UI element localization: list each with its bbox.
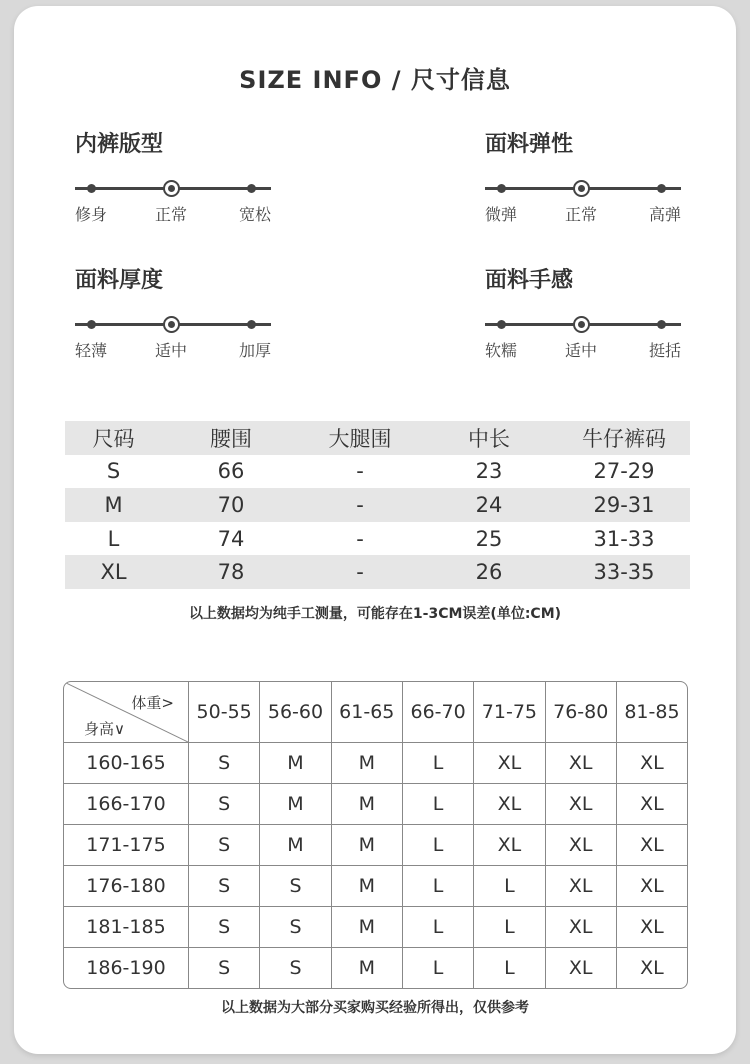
size-table-cell: 74: [217, 526, 245, 551]
recommended-size-cell: XL: [546, 866, 617, 907]
scale-label: 适中: [564, 341, 598, 360]
size-table-header: 腰围: [210, 426, 252, 451]
recommended-size-cell: XL: [546, 948, 617, 988]
recommended-size-cell: XL: [546, 784, 617, 825]
scale-label: 适中: [154, 341, 188, 360]
recommended-size-cell: S: [260, 907, 331, 948]
recommendation-row: [64, 825, 687, 866]
recommended-size-cell: L: [403, 743, 474, 784]
recommended-size-cell: L: [403, 784, 474, 825]
recommended-size-cell: M: [332, 743, 403, 784]
attribute-fabric-elasticity: [485, 130, 685, 224]
attribute-fabric-feel: [485, 266, 685, 360]
size-table-header: 中长: [468, 426, 510, 451]
weight-range-header: 71-75: [474, 682, 545, 743]
recommended-size-cell: M: [260, 784, 331, 825]
scale-label: 加厚: [238, 341, 271, 360]
recommended-size-cell: M: [332, 866, 403, 907]
scale-label: 宽松: [238, 205, 271, 224]
size-table-cell: 24: [475, 492, 503, 517]
recommended-size-cell: S: [260, 948, 331, 988]
attribute-title: 面料弹性: [485, 132, 574, 157]
scale-label: 高弹: [648, 205, 681, 224]
recommended-size-cell: S: [189, 866, 260, 907]
weight-range-header: 50-55: [189, 682, 260, 743]
recommendation-row: [64, 948, 687, 988]
height-axis-label: 身高∨: [84, 720, 125, 738]
size-table-cell: -: [356, 560, 364, 585]
recommendation-row: [64, 743, 687, 784]
scale-label: 挺括: [648, 341, 681, 360]
scale-label: 微弹: [485, 205, 518, 224]
scale-dot: [87, 184, 96, 193]
size-table-cell: 78: [217, 560, 245, 585]
attribute-title: 面料厚度: [75, 268, 164, 293]
recommended-size-cell: XL: [546, 743, 617, 784]
scale-dot: [657, 320, 666, 329]
recommended-size-cell: L: [403, 948, 474, 988]
scale-selected-marker: [163, 316, 180, 333]
recommended-size-cell: L: [403, 907, 474, 948]
recommended-size-cell: M: [332, 907, 403, 948]
recommended-size-cell: S: [189, 743, 260, 784]
size-table-cell: -: [356, 526, 364, 551]
size-table-header: 大腿围: [328, 426, 392, 451]
scale-label: 正常: [154, 205, 188, 224]
scale-dot: [87, 320, 96, 329]
size-table-header: 尺码: [92, 426, 135, 451]
size-table-cell: 27-29: [593, 459, 655, 484]
size-recommendation-table: [63, 681, 688, 989]
weight-range-header: 61-65: [332, 682, 403, 743]
size-table-cell: 31-33: [593, 526, 655, 551]
attribute-scale: [485, 176, 681, 200]
scale-label: 修身: [75, 205, 108, 224]
size-table-cell: 66: [217, 459, 245, 484]
weight-axis-label: 体重>: [131, 694, 174, 712]
size-table-cell: XL: [100, 560, 127, 585]
size-table-cell: -: [356, 492, 364, 517]
recommended-size-cell: XL: [546, 907, 617, 948]
weight-range-header: 76-80: [546, 682, 617, 743]
recommended-size-cell: XL: [617, 784, 687, 825]
size-table-cell: 26: [475, 560, 503, 585]
attribute-fit-type: [75, 130, 275, 224]
height-range-cell: 171-175: [64, 825, 189, 866]
scale-labels: [75, 338, 271, 360]
height-range-cell: 166-170: [64, 784, 189, 825]
size-table-cell: 33-35: [593, 560, 655, 585]
size-table-cell: L: [107, 526, 120, 551]
scale-label: 软糯: [485, 341, 518, 360]
recommended-size-cell: S: [189, 907, 260, 948]
page-title: SIZE INFO / 尺寸信息: [239, 66, 511, 94]
weight-range-header: 66-70: [403, 682, 474, 743]
scale-labels: [75, 202, 271, 224]
size-table-cell: 23: [475, 459, 503, 484]
recommended-size-cell: S: [260, 866, 331, 907]
size-table-row: [65, 555, 690, 589]
size-table-cell: -: [356, 459, 364, 484]
scale-labels: [485, 202, 681, 224]
recommendation-corner-cell: [64, 682, 189, 743]
attribute-title: 面料手感: [485, 268, 574, 293]
recommended-size-cell: M: [260, 743, 331, 784]
recommendation-row: [64, 866, 687, 907]
size-table-cell: S: [106, 459, 121, 484]
recommended-size-cell: L: [403, 825, 474, 866]
diagonal-header: [64, 682, 188, 742]
scale-selected-marker: [573, 316, 590, 333]
size-table-cell: 29-31: [593, 492, 655, 517]
attribute-scale: [485, 312, 681, 336]
height-range-cell: 186-190: [64, 948, 189, 988]
measurement-note: 以上数据均为纯手工测量，可能存在1-3CM误差(单位:CM): [188, 606, 562, 622]
recommended-size-cell: L: [403, 866, 474, 907]
weight-range-header: 81-85: [617, 682, 687, 743]
recommended-size-cell: M: [332, 784, 403, 825]
recommended-size-cell: M: [332, 948, 403, 988]
recommended-size-cell: L: [474, 907, 545, 948]
size-table-row: [65, 522, 690, 556]
recommended-size-cell: M: [332, 825, 403, 866]
recommended-size-cell: XL: [640, 957, 664, 979]
attribute-scale: [75, 312, 271, 336]
scale-label: 正常: [564, 205, 598, 224]
recommended-size-cell: S: [189, 825, 260, 866]
recommended-size-cell: XL: [617, 907, 687, 948]
recommended-size-cell: S: [189, 784, 260, 825]
recommendation-row: [64, 784, 687, 825]
scale-selected-marker: [573, 180, 590, 197]
recommended-size-cell: XL: [617, 866, 687, 907]
size-table-row: [65, 455, 690, 489]
scale-dot: [247, 320, 256, 329]
scale-dot: [497, 320, 506, 329]
attribute-scale: [75, 176, 271, 200]
scale-dot: [497, 184, 506, 193]
scale-labels: [485, 338, 681, 360]
recommended-size-cell: S: [189, 948, 260, 988]
recommended-size-cell: XL: [474, 825, 545, 866]
size-table: [65, 421, 690, 589]
recommended-size-cell: XL: [474, 784, 545, 825]
attribute-fabric-thickness: [75, 266, 275, 360]
size-table-cell: M: [104, 492, 123, 517]
height-range-cell: 176-180: [64, 866, 189, 907]
recommendation-header-row: [64, 682, 687, 743]
recommended-size-cell: L: [474, 948, 545, 988]
size-table-cell: 25: [475, 526, 503, 551]
recommended-size-cell: XL: [617, 743, 687, 784]
weight-range-header: 56-60: [260, 682, 331, 743]
recommended-size-cell: M: [260, 825, 331, 866]
recommended-size-cell: L: [474, 866, 545, 907]
reference-note: 以上数据为大部分买家购买经验所得出，仅供参考: [221, 1000, 529, 1016]
scale-selected-marker: [163, 180, 180, 197]
height-range-cell: 160-165: [64, 743, 189, 784]
scale-dot: [247, 184, 256, 193]
recommended-size-cell: XL: [617, 825, 687, 866]
size-table-header: 牛仔裤码: [582, 426, 666, 451]
size-table-cell: 70: [217, 492, 245, 517]
recommendation-row: [64, 907, 687, 948]
recommended-size-cell: XL: [474, 743, 545, 784]
recommended-size-cell: XL: [546, 825, 617, 866]
attribute-title: 内裤版型: [75, 132, 164, 157]
scale-label: 轻薄: [75, 341, 108, 360]
scale-dot: [657, 184, 666, 193]
size-table-header-row: [65, 421, 690, 455]
size-table-row: [65, 488, 690, 522]
height-range-cell: 181-185: [64, 907, 189, 948]
